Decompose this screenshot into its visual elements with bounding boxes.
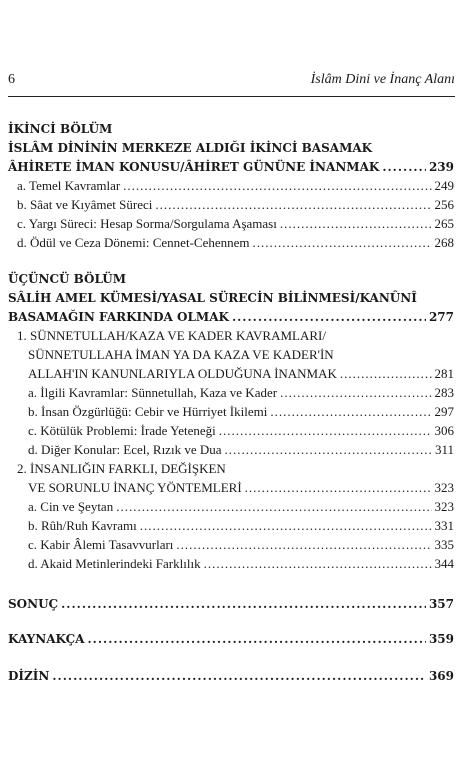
section1-title-line1: 1. SÜNNETULLAH/KAZA VE KADER KAVRAMLARI/ — [17, 328, 326, 343]
leader-dots — [155, 197, 431, 213]
toc-entry-conclusion — [8, 596, 454, 612]
entry-title: a. Cin ve Şeytan — [28, 499, 114, 514]
entry-page: 335 — [434, 537, 454, 552]
entry-title: d. Ödül ve Ceza Dönemi: Cennet-Cehennem — [17, 235, 250, 250]
entry-title: DİZİN — [8, 669, 50, 683]
entry-page: 281 — [434, 366, 454, 381]
part2-title: İSLÂM DİNİNİN MERKEZE ALDIĞI İKİNCİ BASAMAK — [8, 141, 373, 155]
header-rule — [8, 96, 455, 97]
part2-heading: İKİNCİ BÖLÜM — [8, 122, 113, 136]
leader-dots — [87, 631, 425, 647]
entry-page: 369 — [428, 669, 454, 683]
entry-page: 283 — [434, 385, 454, 400]
entry-page: 323 — [434, 480, 454, 495]
entry-title: a. İlgili Kavramlar: Sünnetullah, Kaza ve Kader — [28, 385, 278, 400]
toc-entry — [28, 537, 454, 553]
toc-entry — [28, 404, 454, 420]
entry-page: 256 — [434, 197, 454, 212]
entry-title: c. Kötülük Problemi: İrade Yeteneği — [28, 423, 216, 438]
entry-title: VE SORUNLU İNANÇ YÖNTEMLERİ — [28, 480, 242, 495]
entry-title: SONUÇ — [8, 597, 59, 611]
leader-dots — [116, 499, 431, 515]
entry-page: 265 — [434, 216, 454, 231]
toc-entry — [28, 442, 454, 458]
entry-page: 306 — [434, 423, 454, 438]
part3-heading: ÜÇÜNCÜ BÖLÜM — [8, 272, 126, 286]
leader-dots — [123, 178, 431, 194]
entry-title: b. İnsan Özgürlüğü: Cebir ve Hürriyet İkilemi — [28, 404, 268, 419]
running-title: İslâm Dini ve İnanç Alanı — [310, 72, 455, 87]
toc-entry — [28, 423, 454, 439]
entry-title: b. Rûh/Ruh Kavramı — [28, 518, 137, 533]
toc-entry — [17, 197, 454, 213]
section2-title-entry — [28, 480, 454, 496]
leader-dots — [204, 556, 432, 572]
entry-title: BASAMAĞIN FARKINDA OLMAK — [8, 310, 229, 324]
entry-title: a. Temel Kavramlar — [17, 178, 121, 193]
toc-entry — [28, 556, 454, 572]
leader-dots — [225, 442, 432, 458]
entry-page: 249 — [434, 178, 454, 193]
part3-title: SÂLİH AMEL KÜMESİ/YASAL SÜRECİN BİLİNMESİ/KANÛNÎ — [8, 291, 417, 305]
toc-entry — [28, 518, 454, 534]
section1-title-line2: SÜNNETULLAHA İMAN YA DA KAZA VE KADER'İN — [28, 347, 334, 362]
entry-title: b. Sâat ve Kıyâmet Süreci — [17, 197, 153, 212]
toc-entry — [17, 235, 454, 251]
entry-page: 239 — [428, 160, 454, 174]
entry-page: 359 — [428, 632, 454, 646]
leader-dots — [219, 423, 432, 439]
toc-entry-index — [8, 668, 454, 684]
leader-dots — [52, 668, 426, 684]
toc-entry — [17, 216, 454, 232]
entry-title: ÂHİRETE İMAN KONUSU/ÂHİRET GÜNÜNE İNANMAK — [8, 160, 380, 174]
section1-title-entry — [28, 366, 454, 382]
leader-dots — [280, 385, 431, 401]
leader-dots — [340, 366, 432, 382]
leader-dots — [382, 159, 426, 175]
toc-entry — [28, 385, 454, 401]
part2-main-entry — [8, 159, 454, 175]
entry-page: 323 — [434, 499, 454, 514]
entry-title: ALLAH'IN KANUNLARIYLA OLDUĞUNA İNANMAK — [28, 366, 337, 381]
leader-dots — [140, 518, 432, 534]
leader-dots — [61, 596, 426, 612]
entry-title: c. Kabir Âlemi Tasavvurları — [28, 537, 174, 552]
entry-title: d. Diğer Konular: Ecel, Rızık ve Dua — [28, 442, 222, 457]
entry-title: c. Yargı Süreci: Hesap Sorma/Sorgulama Aşaması — [17, 216, 277, 231]
entry-title: KAYNAKÇA — [8, 632, 85, 646]
entry-title: d. Akaid Metinlerindeki Farklılık — [28, 556, 201, 571]
leader-dots — [232, 309, 426, 325]
page-number: 6 — [8, 72, 15, 87]
entry-page: 297 — [434, 404, 454, 419]
entry-page: 268 — [434, 235, 454, 250]
leader-dots — [176, 537, 431, 553]
entry-page: 311 — [434, 442, 454, 457]
toc-entry-bibliography — [8, 631, 454, 647]
part3-main-entry — [8, 309, 454, 325]
entry-page: 277 — [428, 310, 454, 324]
toc-entry — [17, 178, 454, 194]
leader-dots — [245, 480, 432, 496]
leader-dots — [280, 216, 432, 232]
entry-page: 357 — [428, 597, 454, 611]
entry-page: 331 — [434, 518, 454, 533]
leader-dots — [253, 235, 432, 251]
toc-entry — [28, 499, 454, 515]
entry-page: 344 — [434, 556, 454, 571]
leader-dots — [270, 404, 431, 420]
section2-title-line1: 2. İNSANLIĞIN FARKLI, DEĞİŞKEN — [17, 461, 226, 476]
